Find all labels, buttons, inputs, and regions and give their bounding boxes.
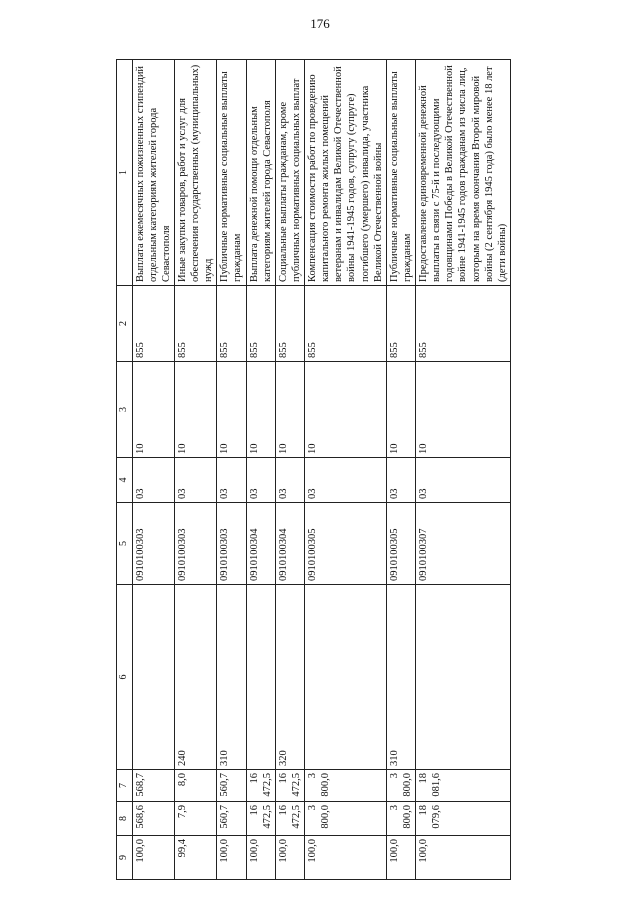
cell-percent: 99,4 — [174, 836, 216, 880]
cell-subsection: 03 — [246, 458, 275, 503]
cell-subsection: 03 — [174, 458, 216, 503]
cell-executed: 560,7 — [217, 802, 246, 836]
cell-subsection: 03 — [132, 458, 174, 503]
cell-target-article: 0910100303 — [217, 503, 246, 585]
cell-plan: 560,7 — [217, 770, 246, 802]
cell-target-article: 0910100305 — [305, 503, 387, 585]
table-row — [132, 60, 174, 880]
cell-name: Публичные нормативные социальные выплаты гражданам — [386, 60, 415, 286]
cell-expense-type — [246, 585, 275, 770]
table-row — [416, 60, 511, 880]
cell-ministry: 855 — [305, 286, 387, 362]
col-header: 1 — [117, 60, 133, 286]
budget-table — [116, 59, 511, 880]
cell-name: Выплата денежной помощи отдельным категориям жителей города Севастополя — [246, 60, 275, 286]
cell-percent: 100,0 — [132, 836, 174, 880]
cell-plan: 18 081,6 — [416, 770, 511, 802]
table-row — [217, 60, 246, 880]
cell-plan: 3 800,0 — [305, 770, 387, 802]
cell-executed: 3 800,0 — [386, 802, 415, 836]
cell-ministry: 855 — [275, 286, 304, 362]
cell-ministry: 855 — [217, 286, 246, 362]
cell-section: 10 — [132, 362, 174, 458]
cell-target-article: 0910100307 — [416, 503, 511, 585]
cell-section: 10 — [275, 362, 304, 458]
col-header: 8 — [117, 802, 133, 836]
cell-target-article: 0910100304 — [246, 503, 275, 585]
cell-expense-type — [132, 585, 174, 770]
cell-target-article: 0910100304 — [275, 503, 304, 585]
cell-subsection: 03 — [275, 458, 304, 503]
cell-expense-type — [416, 585, 511, 770]
cell-name: Выплата ежемесячных пожизненных стипендий отдельным категориям жителей города Севастополя — [132, 60, 174, 286]
table-row — [174, 60, 216, 880]
cell-name: Предоставление единовременной денежной выплаты в связи с 75-й и последующими годовщинами Победы в Великой Отечественной войне 1941-1945 годов гражданам из числа лиц, которым на время окончания Второй мировой войны (2 сентября 1945 года) было менее 18 лет (дети войны) — [416, 60, 511, 286]
table-header-row — [117, 60, 133, 880]
cell-executed: 568,6 — [132, 802, 174, 836]
cell-percent: 100,0 — [305, 836, 387, 880]
cell-executed: 16 472,5 — [275, 802, 304, 836]
cell-executed: 7,9 — [174, 802, 216, 836]
cell-target-article: 0910100305 — [386, 503, 415, 585]
cell-executed: 18 079,6 — [416, 802, 511, 836]
cell-name: Иные закупки товаров, работ и услуг для обеспечения государственных (муниципальных) нужд — [174, 60, 216, 286]
table-row — [246, 60, 275, 880]
col-header: 7 — [117, 770, 133, 802]
cell-expense-type: 310 — [217, 585, 246, 770]
cell-name: Социальные выплаты гражданам, кроме публичных нормативных социальных выплат — [275, 60, 304, 286]
cell-plan: 16 472,5 — [246, 770, 275, 802]
cell-ministry: 855 — [386, 286, 415, 362]
cell-percent: 100,0 — [275, 836, 304, 880]
col-header: 3 — [117, 362, 133, 458]
cell-expense-type: 240 — [174, 585, 216, 770]
cell-percent: 100,0 — [217, 836, 246, 880]
cell-section: 10 — [246, 362, 275, 458]
cell-expense-type: 310 — [386, 585, 415, 770]
table-row — [305, 60, 387, 880]
page-number: 176 — [310, 16, 330, 31]
cell-expense-type — [305, 585, 387, 770]
cell-percent: 100,0 — [246, 836, 275, 880]
cell-percent: 100,0 — [386, 836, 415, 880]
col-header: 4 — [117, 458, 133, 503]
table-row — [275, 60, 304, 880]
cell-target-article: 0910100303 — [174, 503, 216, 585]
cell-target-article: 0910100303 — [132, 503, 174, 585]
cell-ministry: 855 — [246, 286, 275, 362]
cell-plan: 16 472,5 — [275, 770, 304, 802]
cell-plan: 568,7 — [132, 770, 174, 802]
cell-subsection: 03 — [416, 458, 511, 503]
table-row — [386, 60, 415, 880]
cell-name: Компенсация стоимости работ по проведению капитального ремонта жилых помещений ветеранам и инвалидам Великой Отечественной войны 1941-1945 годов, супругу (супруге) погибшего (умершего) инвалида, участника Великой Отечественной войны — [305, 60, 387, 286]
cell-ministry: 855 — [416, 286, 511, 362]
cell-executed: 3 800,0 — [305, 802, 387, 836]
rotated-table-wrapper — [116, 60, 508, 880]
cell-subsection: 03 — [386, 458, 415, 503]
cell-section: 10 — [386, 362, 415, 458]
col-header: 6 — [117, 585, 133, 770]
cell-section: 10 — [174, 362, 216, 458]
cell-percent: 100,0 — [416, 836, 511, 880]
cell-subsection: 03 — [217, 458, 246, 503]
cell-section: 10 — [217, 362, 246, 458]
col-header: 9 — [117, 836, 133, 880]
cell-plan: 8,0 — [174, 770, 216, 802]
cell-section: 10 — [416, 362, 511, 458]
cell-section: 10 — [305, 362, 387, 458]
cell-name: Публичные нормативные социальные выплаты гражданам — [217, 60, 246, 286]
cell-plan: 3 800,0 — [386, 770, 415, 802]
cell-expense-type: 320 — [275, 585, 304, 770]
cell-ministry: 855 — [174, 286, 216, 362]
cell-subsection: 03 — [305, 458, 387, 503]
cell-ministry: 855 — [132, 286, 174, 362]
cell-executed: 16 472,5 — [246, 802, 275, 836]
col-header: 2 — [117, 286, 133, 362]
col-header: 5 — [117, 503, 133, 585]
